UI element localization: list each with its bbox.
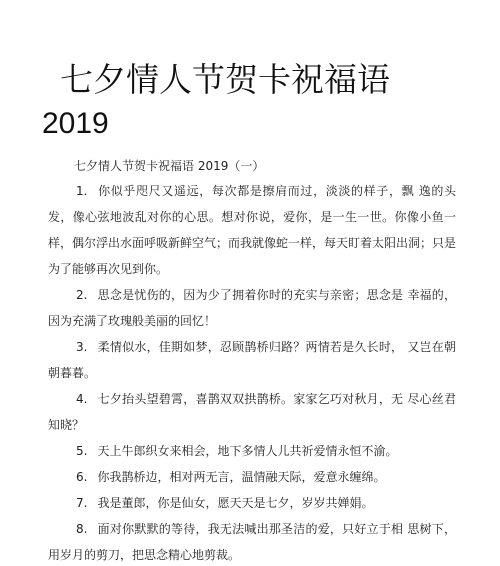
paragraph [48,516,456,566]
paragraph [48,464,456,490]
paragraph-text: 天上牛郎织女来相会，地下多情人儿共祈爱情永恒不渝。 [97,444,398,458]
title-year: 2019 [42,107,109,140]
paragraph [48,386,456,438]
document-title [42,58,468,146]
title-main: 七夕情人节贺卡祝福语 [60,60,390,99]
paragraph-text: 你我鹊桥边，相对两无言，温情融天际，爱意永缠绵。 [97,470,386,484]
paragraph-text: 面对你默默的等待，我无法喊出那圣洁的爱，只好立于相 思树下，用岁月的剪刀，把思念精心地剪裁。 [48,522,456,562]
paragraph-text: 你似乎咫尺又遥远，每次都是擦肩而过，淡淡的样子，飘 逸的头发，像心弦地波乱对你的心思。想对你说，爱你，是一生一世。你像小鱼一样，偶尔浮出水面呼吸新鲜空气；而我就像蛇一样，每天盯着太阳出洞；只是为了能够再次见到你。 [48,184,457,276]
paragraph-text: 我是董郎，你是仙女，愿天天是七夕，岁岁共婵娟。 [97,496,374,510]
paragraph [48,438,456,464]
section-subtitle: 七夕情人节贺卡祝福语 2019（一） [74,159,265,173]
paragraph [48,490,456,516]
paragraph-number: 7. [76,496,88,510]
paragraph-number: 6. [76,470,88,484]
paragraph-text: 柔情似水，佳期如梦，忍顾鹊桥归路？两情若是久长时， 又岂在朝朝暮暮。 [48,340,456,380]
paragraph-list [48,178,456,566]
paragraph-text: 思念是忧伤的，因为少了拥着你时的充实与亲密；思念是 幸福的，因为充满了玫瑰般美丽的回忆！ [48,288,456,328]
paragraph-number: 1. [76,184,88,198]
paragraph [48,334,456,386]
paragraph [48,282,456,334]
paragraph-number: 2. [76,288,88,302]
paragraph-number: 8. [76,522,88,536]
paragraph-number: 5. [76,444,88,458]
paragraph-text: 七夕抬头望碧霄，喜鹊双双拱鹊桥。家家乞巧对秋月，无 尽心丝君知晓？ [48,392,456,432]
paragraph [48,178,456,282]
paragraph-number: 3. [76,340,88,354]
paragraph-number: 4. [76,392,88,406]
